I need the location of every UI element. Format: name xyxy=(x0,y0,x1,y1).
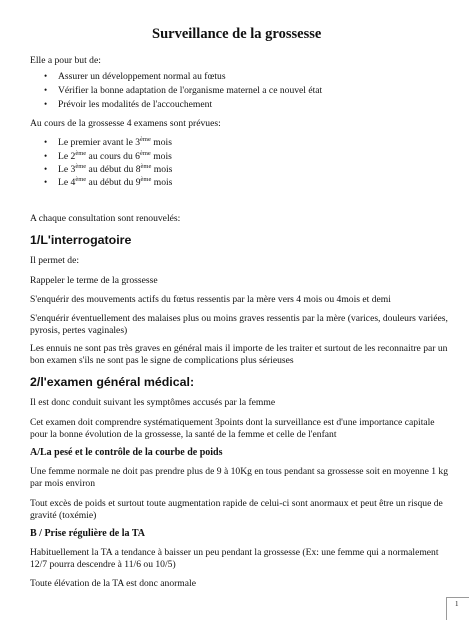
bullet-icon: • xyxy=(44,177,48,187)
page-number: 1 xyxy=(455,600,459,608)
paragraph: Il permet de: xyxy=(30,255,80,266)
list-item: Assurer un développement normal au fœtus xyxy=(58,71,226,82)
bullet-icon: • xyxy=(44,99,48,109)
paragraph-line: Tout excès de poids et surtout toute augmentation rapide de celui-ci sont anormaux et peut être un risque de xyxy=(30,498,443,509)
bullet-icon: • xyxy=(44,164,48,174)
paragraph-line: gravité (toxémie) xyxy=(30,510,97,521)
list-item: Prévoir les modalités de l'accouchement xyxy=(58,99,213,110)
paragraph-line: pyrosis, pertes vaginales) xyxy=(30,325,128,336)
paragraph-line: S'enquérir éventuellement des malaises plus ou moins graves ressentis par la mère (varices, douleurs variées, xyxy=(30,313,448,324)
subsection-heading-ta: B / Prise régulière de la TA xyxy=(30,528,145,539)
section-heading-interrogatoire: 1/L'interrogatoire xyxy=(30,233,132,247)
list-item: Le 3ème au début du 8ème mois xyxy=(58,163,173,175)
paragraph: Rappeler le terme de la grossesse xyxy=(30,275,158,286)
list-item: Le 2ème au cours du 6ème mois xyxy=(58,150,172,162)
intro-text: Elle a pour but de: xyxy=(30,55,101,66)
paragraph-line: pour la bonne évolution de la grossesse, la santé de la femme et celle de l'enfant xyxy=(30,429,337,440)
paragraph-line: par mois environ xyxy=(30,478,96,489)
list-item: Le premier avant le 3ème mois xyxy=(58,136,172,148)
bullet-icon: • xyxy=(44,85,48,95)
paragraph: S'enquérir des mouvements actifs du fœtus ressentis par la mère vers 4 mois ou 4mois et demi xyxy=(30,294,391,305)
paragraph: Il est donc conduit suivant les symptômes accusés par la femme xyxy=(30,397,276,408)
paragraph-line: bon examen s'ils ne sont pas le signe de complications plus sérieuses xyxy=(30,355,294,366)
section-heading-examen: 2/l'examen général médical: xyxy=(30,375,195,389)
paragraph-line: Habituellement la TA a tendance à baisser un peu pendant la grossesse (Ex: une femme qui a normalement xyxy=(30,547,439,558)
list-item: Le 4ème au début du 9ème mois xyxy=(58,176,173,188)
paragraph: Toute élévation de la TA est donc anormale xyxy=(30,578,196,589)
exams-intro: Au cours de la grossesse 4 examens sont prévues: xyxy=(30,118,221,129)
consultation-text: A chaque consultation sont renouvelés: xyxy=(30,213,181,224)
bullet-icon: • xyxy=(44,151,48,161)
paragraph-line: Cet examen doit comprendre systématiquement 3points dont la surveillance est d'une importance capitale xyxy=(30,417,435,428)
bullet-icon: • xyxy=(44,137,48,147)
page-title: Surveillance de la grossesse xyxy=(152,26,322,42)
paragraph-line: 12/7 pourra descendre à 11/6 ou 10/5) xyxy=(30,559,176,570)
subsection-heading-pesee: A/La pesé et le contrôle de la courbe de poids xyxy=(30,447,223,458)
paragraph-line: Une femme normale ne doit pas prendre plus de 9 à 10Kg en tous pendant sa grossesse soit en moyenne 1 kg xyxy=(30,466,449,477)
paragraph-line: Les ennuis ne sont pas très graves en général mais il importe de les traiter et surtout de les reconnaitre par un xyxy=(30,343,448,354)
bullet-icon: • xyxy=(44,71,48,81)
list-item: Vérifier la bonne adaptation de l'organisme maternel a ce nouvel état xyxy=(58,85,323,96)
